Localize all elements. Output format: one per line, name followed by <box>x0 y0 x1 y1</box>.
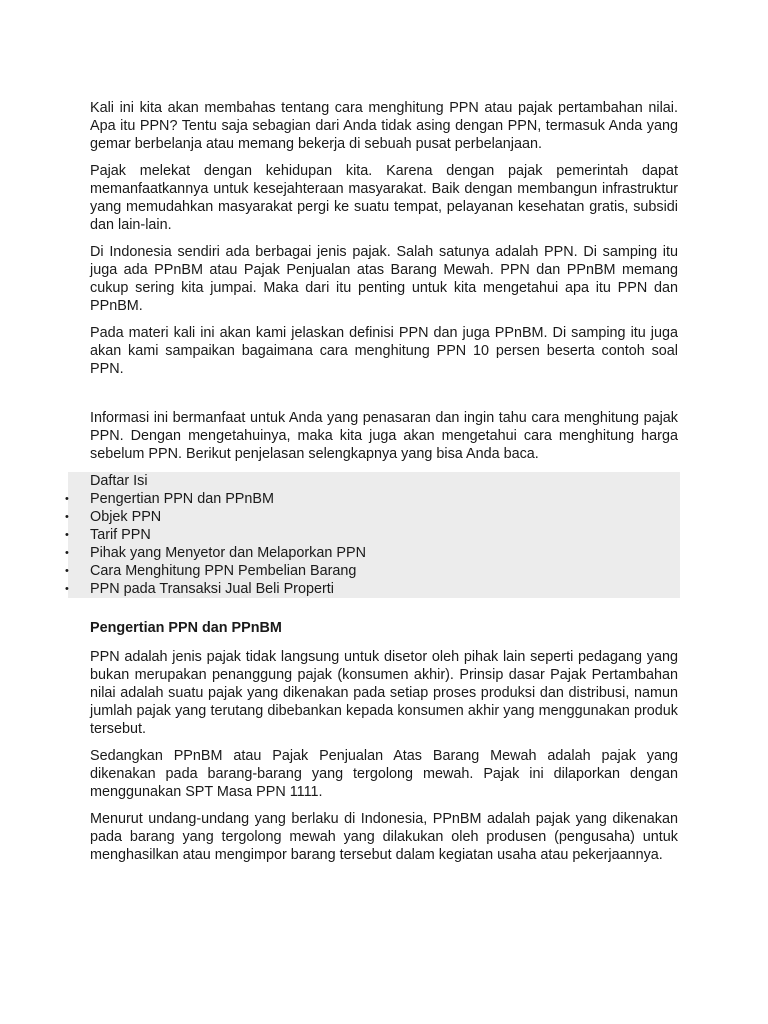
bullet-icon: • <box>65 565 69 577</box>
toc-item[interactable] <box>65 508 680 526</box>
intro-paragraph: Informasi ini bermanfaat untuk Anda yang penasaran dan ingin tahu cara menghitung pajak PPN. Dengan mengetahuinya, maka kita juga akan mengetahui cara menghitung harga sebelum PPN. Berikut penjelasan selengkapnya yang bisa Anda baca. <box>90 410 678 462</box>
section-paragraph: Menurut undang-undang yang berlaku di Indonesia, PPnBM adalah pajak yang dikenakan pada barang yang tergolong mewah yang dilakukan oleh produsen (pengusaha) untuk menghasilkan atau mengimpor barang tersebut dalam kegiatan usaha atau pekerjaannya. <box>90 811 678 863</box>
toc-item[interactable] <box>65 544 680 562</box>
toc-item-label: PPN pada Transaksi Jual Beli Properti <box>90 581 334 597</box>
intro-paragraph: Kali ini kita akan membahas tentang cara menghitung PPN atau pajak pertambahan nilai. Apa itu PPN? Tentu saja sebagian dari Anda tidak asing dengan PPN, termasuk Anda yang gemar berbelanja atau memang bekerja di sebuah pusat perbelanjaan. <box>90 100 678 152</box>
intro-paragraph: Pajak melekat dengan kehidupan kita. Karena dengan pajak pemerintah dapat memanfaatkannya untuk kesejahteraan masyarakat. Baik dengan membangun infrastruktur yang memudahkan masyarakat pergi ke suatu tempat, pelayanan kesehatan gratis, subsidi dan lain-lain. <box>90 163 678 233</box>
bullet-icon: • <box>65 529 69 541</box>
bullet-icon: • <box>65 511 69 523</box>
table-of-contents <box>0 472 680 598</box>
toc-list <box>65 490 680 598</box>
bullet-icon: • <box>65 547 69 559</box>
toc-item-label: Tarif PPN <box>90 527 151 543</box>
toc-item[interactable] <box>65 580 680 598</box>
section-paragraph: Sedangkan PPnBM atau Pajak Penjualan Atas Barang Mewah adalah pajak yang dikenakan pada barang-barang yang tergolong mewah. Pajak ini dilaporkan dengan menggunakan SPT Masa PPN 1111. <box>90 748 678 800</box>
bullet-icon: • <box>65 583 69 595</box>
toc-item[interactable] <box>65 490 680 508</box>
toc-item-label: Cara Menghitung PPN Pembelian Barang <box>90 563 357 579</box>
toc-title: Daftar Isi <box>90 473 148 489</box>
intro-paragraph: Pada materi kali ini akan kami jelaskan definisi PPN dan juga PPnBM. Di samping itu juga akan kami sampaikan bagaimana cara menghitung PPN 10 persen beserta contoh soal PPN. <box>90 325 678 377</box>
section-paragraph: PPN adalah jenis pajak tidak langsung untuk disetor oleh pihak lain seperti pedagang yang bukan merupakan penanggung pajak (konsumen akhir). Prinsip dasar Pajak Pertambahan nilai adalah suatu pajak yang dikenakan pada setiap proses produksi dan distribusi, namun jumlah pajak yang terutang dibebankan kepada konsumen akhir yang menggunakan produk tersebut. <box>90 649 678 737</box>
toc-item[interactable] <box>65 562 680 580</box>
bullet-icon: • <box>65 493 69 505</box>
section-heading: Pengertian PPN dan PPnBM <box>90 620 282 636</box>
toc-item-label: Pihak yang Menyetor dan Melaporkan PPN <box>90 545 366 561</box>
toc-item-label: Objek PPN <box>90 509 162 525</box>
toc-item[interactable] <box>65 526 680 544</box>
intro-paragraph: Di Indonesia sendiri ada berbagai jenis pajak. Salah satunya adalah PPN. Di samping itu juga ada PPnBM atau Pajak Penjualan atas Barang Mewah. PPN dan PPnBM memang cukup sering kita jumpai. Maka dari itu penting untuk kita mengetahui apa itu PPN dan PPnBM. <box>90 244 678 314</box>
document-page <box>65 99 678 873</box>
toc-item-label: Pengertian PPN dan PPnBM <box>90 491 274 507</box>
